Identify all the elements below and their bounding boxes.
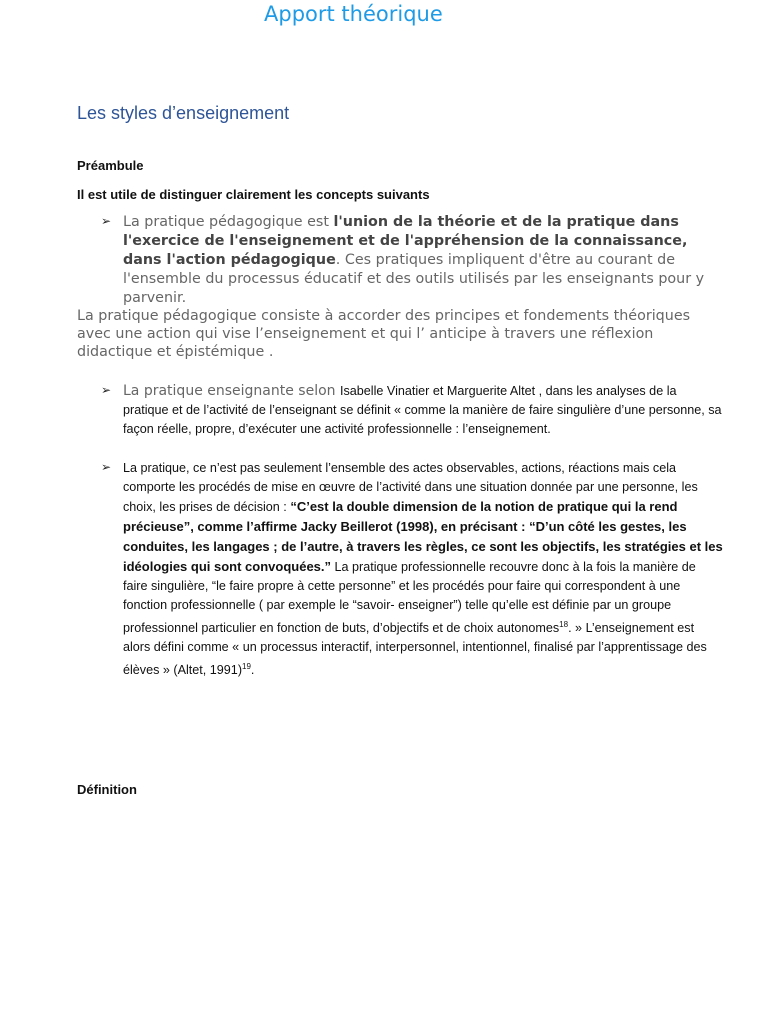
bullet-item-pratique-enseignante [123, 382, 723, 439]
preambule-label: Préambule [77, 158, 144, 173]
bullet-arrow-icon: ➢ [101, 383, 112, 397]
bullet2-rest: Isabelle Vinatier et Marguerite Altet , dans les analyses de la pratique et de l’activité de l’enseignant se définit « comme la manière de faire singulière d’une personne, sa façon réelle, propre, d’exécuter une activité professionnelle : l’enseignement. [123, 384, 722, 436]
footnote-ref-18[interactable]: 18 [559, 620, 569, 629]
bullet3-part1: La pratique, ce n’est pas seulement l’ensemble des actes observables, actions, réactions mais cela comporte les procédés de mise en œuvre de l’activité dans une situation donnée par une personne, les choix, les prises de décision : [123, 461, 698, 514]
section-heading: Les styles d’enseignement [77, 103, 290, 123]
bullet3-part4: . [250, 663, 255, 678]
paragraph-pratique-pedagogique: La pratique pédagogique consiste à accorder des principes et fondements théoriques avec une action qui vise l’enseignement et qui l’ anticipe à travers une réflexion didactique et épistémique . [77, 308, 691, 360]
bullet2-lead: La pratique enseignante selon [123, 383, 340, 399]
bullet3-bold-quote: “C’est la double dimension de la notion de pratique qui la rend précieuse”, comme l’affirme Jacky Beillerot (1998), en précisant : “D’un côté les gestes, les conduites, les langages ; de l’autre, à travers les règles, ce sont les objectifs, les stratégies et les idéologies qui sont convoquées.” [123, 499, 723, 574]
bullet-item-la-pratique [123, 459, 723, 680]
bullet1-rest: . Ces pratiques impliquent d'être au courant de l'ensemble du processus éducatif et des outils utilisés par les enseignants pour y parvenir. [123, 252, 705, 306]
bullet3-part3: . » L’enseignement est alors défini comme « un processus interactif, interpersonnel, intentionnel, finalisé par l’apprentissage des élèves » (Altet, 1991) [123, 621, 707, 678]
page-title: Apport théorique [264, 2, 443, 26]
definition-label: Définition [77, 782, 137, 797]
intro-line: Il est utile de distinguer clairement les concepts suivants [77, 187, 430, 202]
footnote-ref-19[interactable]: 19 [242, 662, 251, 672]
bullet-arrow-icon: ➢ [101, 460, 112, 474]
bullet3-part2: La pratique professionnelle recouvre donc à la fois la manière de faire singulière, “le faire propre à cette personne” et les procédés pour faire qui correspondent à une fonction professionnelle ( par exemple le “savoir- enseigner”) telle qu’elle est définie par un groupe professionnel particulier en fonction de buts, d’objectifs et de choix autonomes [123, 560, 696, 636]
bullet-arrow-icon: ➢ [101, 214, 112, 228]
bullet1-bold: l'union de la théorie et de la pratique dans l'exercice de l'enseignement et de l'appréhension de la connaissance, dans l'action pédagogique [123, 214, 688, 268]
bullet-item-pratique-pedagogique [123, 213, 723, 308]
bullet1-lead: La pratique pédagogique est [123, 214, 334, 230]
